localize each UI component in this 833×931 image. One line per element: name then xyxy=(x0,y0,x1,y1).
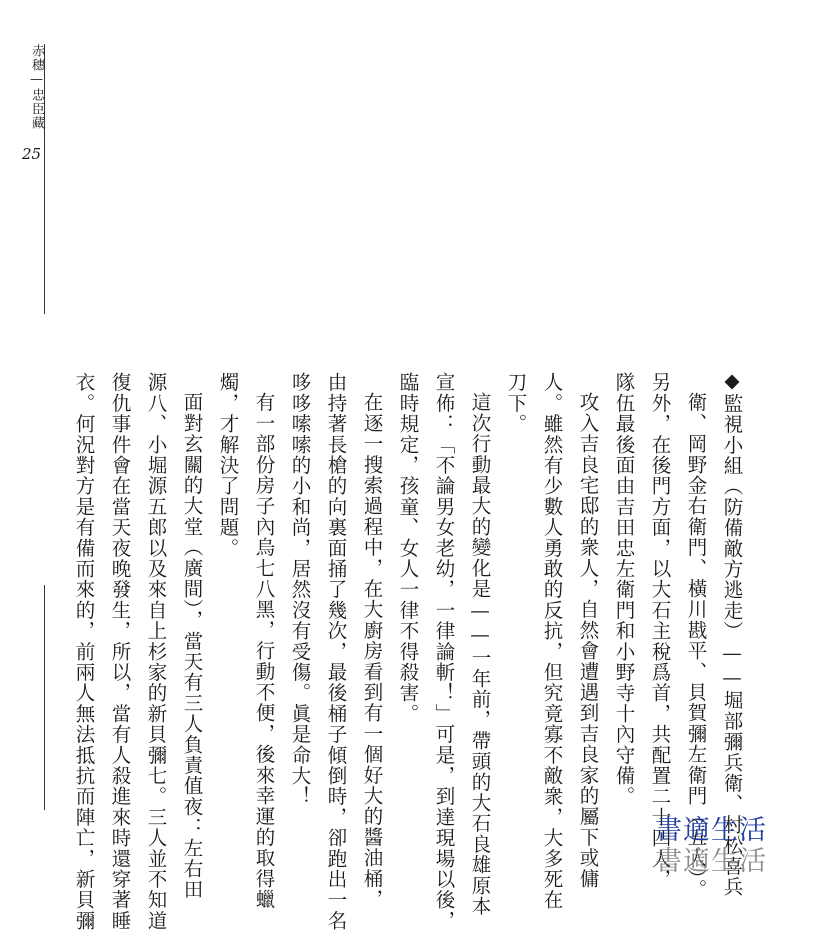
text-column-1: ◆監視小組（防備敵方逃走）——堀部彌兵衛、村松喜兵 xyxy=(720,369,744,897)
page-number: 25 xyxy=(22,145,42,163)
text-column-17: 源八、小堀源五郎以及來自上杉家的新貝彌七。三人並不知道 xyxy=(144,372,168,931)
text-column-2: 衛、岡野金右衛門、橫川戡平、貝賀彌左衛門（五人）。 xyxy=(684,392,708,900)
text-column-6: 人。雖然有少數人勇敢的反抗，但究竟寡不敵衆，大多死在 xyxy=(540,372,564,911)
watermark-line-2: 書適生活 xyxy=(655,846,767,877)
margin-rule-bottom xyxy=(44,585,45,810)
text-column-14: 有一部份房子內烏七八黑，行動不便，後來幸運的取得蠟 xyxy=(252,392,276,910)
text-column-10: 臨時規定，孩童、女人一律不得殺害。 xyxy=(396,372,420,724)
text-column-8: 這次行動最大的變化是——一年前，帶頭的大石良雄原本 xyxy=(468,392,492,917)
text-column-3: 另外，在後門方面，以大石主稅爲首，共配置二十四人， xyxy=(648,372,672,890)
text-column-15: 燭，才解決了問題。 xyxy=(216,372,240,559)
watermark-line-1: 書適生活 xyxy=(655,815,767,846)
text-column-7: 刀下。 xyxy=(504,372,528,435)
text-column-16: 面對玄關的大堂（廣間），當天有三人負責值夜：左右田 xyxy=(180,392,204,900)
text-column-12: 由持著長槍的向裏面捅了幾次，最後桶子傾倒時，卻跑出一名 xyxy=(324,372,348,931)
text-column-9: 宣佈：「不論男女老幼，一律論斬！」可是，到達現場以後， xyxy=(432,372,456,931)
text-column-18: 復仇事件會在當天夜晚發生，所以，當有人殺進來時還穿著睡 xyxy=(108,372,132,931)
text-column-19: 衣。何況對方是有備而來的，前兩人無法抵抗而陣亡，新貝彌 xyxy=(72,372,96,931)
margin-rule-top xyxy=(44,44,45,314)
text-column-4: 隊伍最後面由吉田忠左衛門和小野寺十內守備。 xyxy=(612,372,636,807)
text-column-11: 在逐一搜索過程中，在大廚房看到有一個好大的醬油桶， xyxy=(360,392,384,910)
text-column-13: 哆哆嗦嗦的小和尚，居然沒有受傷。眞是命大！ xyxy=(288,372,312,807)
running-header: 赤穗—忠臣藏 xyxy=(29,44,44,130)
text-column-5: 攻入吉良宅邸的衆人，自然會遭遇到吉良家的屬下或傭 xyxy=(576,392,600,889)
